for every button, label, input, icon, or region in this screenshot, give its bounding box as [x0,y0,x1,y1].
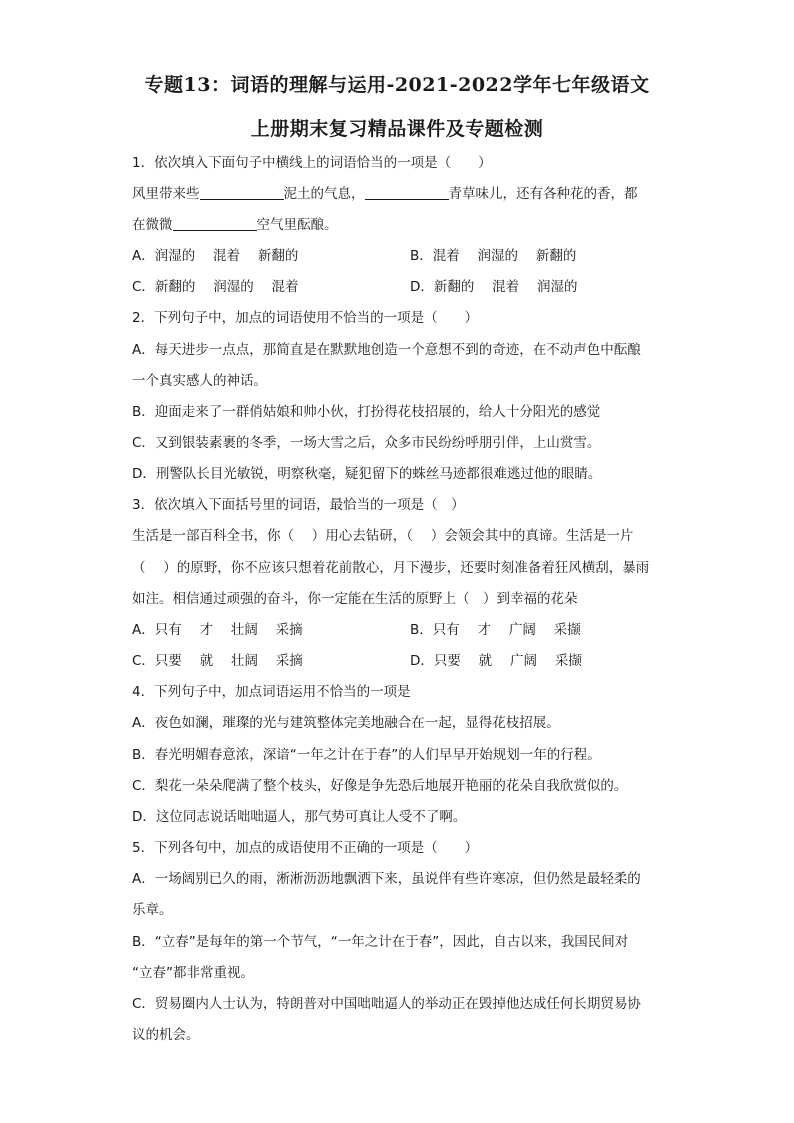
q5-option-b-line2: “立春”都非常重视。 [132,965,254,981]
q3-option-b: B．只有 才 广阔 采撷 [410,622,581,638]
q1-passage-text: 泥土的气息， [283,186,365,202]
q1-passage-text: 在微微 [132,217,173,233]
q2-option-a-line2: 一个真实感人的神话。 [132,373,267,389]
q5-stem: 5．下列各句中，加点的成语使用不正确的一项是（ ） [132,840,479,856]
document-title-line1: 专题13：词语的理解与运用-2021-2022学年七年级语文 [144,74,650,96]
q2-option-a-line1: A．每天进步一点点，那简直是在默默地创造一个意想不到的奇迹，在不动声色中酝酿 [132,342,641,358]
q5-option-b-line1: B．“立春”是每年的第一个节气，“一年之计在于春”，因此，自古以来，我国民间对 [132,934,629,950]
q2-option-c: C．又到银装素裹的冬季，一场大雪之后，众多市民纷纷呼朋引伴，上山赏雪。 [132,435,601,451]
q3-stem: 3．依次填入下面括号里的词语，最恰当的一项是（ ） [132,497,465,513]
q5-option-a-line2: 乐章。 [132,902,173,918]
q3-passage-line3: 如注。相信通过顽强的奋斗，你一定能在生活的原野上（ ）到幸福的花朵 [132,591,578,607]
q1-stem: 1．依次填入下面句子中横线上的词语恰当的一项是（ ） [132,155,492,171]
q1-option-b: B．混着 润湿的 新翻的 [410,248,577,264]
q4-option-b: B．春光明媚春意浓，深谙“一年之计在于春”的人们早早开始规划一年的行程。 [132,747,601,763]
q5-option-c-line2: 议的机会。 [132,1027,200,1043]
q1-blank-3 [173,218,257,231]
q2-option-b: B．迎面走来了一群俏姑娘和帅小伙，打扮得花枝招展的，给人十分阳光的感觉 [132,404,601,420]
q1-passage-text: 空气里酝酿。 [256,217,338,233]
document-title-line2: 上册期末复习精品课件及专题检测 [250,118,544,140]
q1-option-a: A．润湿的 混着 新翻的 [132,248,299,264]
q5-option-c-line1: C．贸易圈内人士认为，特朗普对中国咄咄逼人的举动正在毁掉他达成任何长期贸易协 [132,996,641,1012]
q3-option-c: C．只要 就 壮阔 采摘 [132,653,303,669]
q3-passage-line1: 生活是一部百科全书，你（ ）用心去钻研，（ ）会领会其中的真谛。生活是一片 [132,528,634,544]
q2-stem: 2．下列句子中，加点的词语使用不恰当的一项是（ ） [132,310,479,326]
q3-option-a: A．只有 才 壮阔 采摘 [132,622,303,638]
q1-passage-text: 风里带来些 [132,186,200,202]
q4-option-d: D．这位同志说话咄咄逼人，那气势可真让人受不了啊。 [132,809,467,825]
q2-option-d: D．刑警队长目光敏锐，明察秋毫，疑犯留下的蛛丝马迹都很难逃过他的眼睛。 [132,466,602,482]
q1-passage-line2 [132,213,338,233]
q1-blank-1 [200,187,284,200]
q1-passage-text: 青草味儿，还有各种花的香，都 [448,186,638,202]
q4-option-a: A．夜色如澜，璀璨的光与建筑整体完美地融合在一起，显得花枝招展。 [132,715,560,731]
q4-stem: 4．下列句子中，加点词语运用不恰当的一项是 [132,684,411,700]
q1-blank-2 [365,187,449,200]
q3-passage-line2: （ ）的原野，你不应该只想着花前散心，月下漫步，还要时刻准备着狂风横刮，暴雨 [132,560,650,576]
q1-option-d: D．新翻的 混着 润湿的 [410,279,578,295]
q5-option-a-line1: A．一场阔别已久的雨，淅淅沥沥地飘洒下来，虽说伴有些许寒凉，但仍然是最轻柔的 [132,871,641,887]
q4-option-c: C．梨花一朵朵爬满了整个枝头，好像是争先恐后地展开艳丽的花朵自我欣赏似的。 [132,778,628,794]
q1-passage-line1 [132,182,638,202]
q1-option-c: C．新翻的 润湿的 混着 [132,279,299,295]
q3-option-d: D．只要 就 广阔 采撷 [410,653,582,669]
